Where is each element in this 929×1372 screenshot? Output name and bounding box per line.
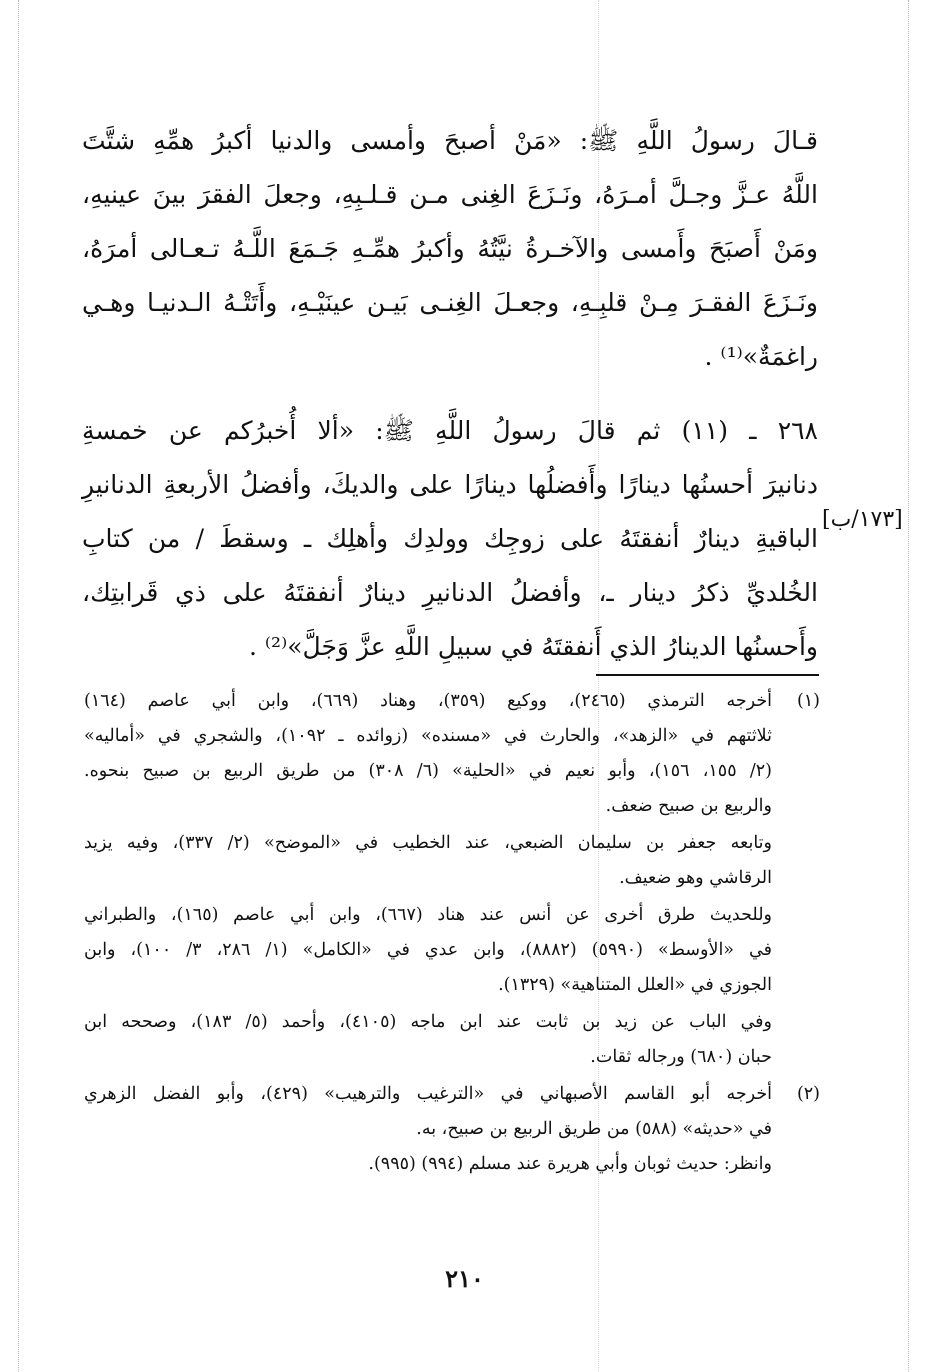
footnote-block [84,898,772,1003]
text-line: راغمَةٌ»⁽¹⁾ . [704,342,818,371]
footnote-number: (٢) [796,1084,820,1104]
hadith-paragraph-268 [82,404,818,674]
text-line: الخُلديِّ ذكرُ دينار ـ، وأفضلُ الدنانيرِ دينارٌ أنفقتَهُ على ذي قَرابتِك، [82,578,818,607]
footnote-line: (٢/ ١٥٥، ١٥٦)، وأبو نعيم في «الحلية» (٦/ ٣٠٨) من طريق الربيع بن صبيح بنحوه. [84,761,772,781]
footnote-line: حبان (٦٨٠) ورجاله ثقات. [590,1047,772,1067]
page-number: ٢١٠ [445,1264,484,1293]
footnote-line: في «حديثه» (٥٨٨) من طريق الربيع بن صبيح، به. [416,1119,772,1139]
text-line: ومَنْ أَصبَحَ وأَمسى والآخـرةُ نيَّتُهُ وأكبرُ همِّـهِ جَـمَعَ اللَّـهُ تـعـالى أمرَهُ، [82,234,818,263]
footnote-block [84,1077,772,1147]
footnote-1 [84,684,820,1075]
text-line: وأَحسنُها الدينارُ الذي أَنفقتَهُ في سبيلِ اللَّهِ عزَّ وَجَلَّ»⁽²⁾ . [249,632,818,661]
scan-edge-left [18,0,19,1372]
footnote-line: ثلاثتهم في «الزهد»، والحارث في «مسنده» (زوائده ـ ١٠٩٢)، والشجري في «أماليه» [84,726,772,746]
footnote-line: وتابعه جعفر بن سليمان الضبعي، عند الخطيب في «الموضح» (٢/ ٣٣٧)، وفيه يزيد [84,833,772,853]
footnote-block [84,684,772,824]
footnote-line: والربيع بن صبيح ضعف. [605,796,772,816]
footnotes [84,684,820,1182]
footnote-line: في «الأوسط» (٥٩٩٠) (٨٨٨٢)، وابن عدي في «الكامل» (١/ ٢٨٦، ٣/ ١٠٠)، وابن [84,940,772,960]
footnote-block [84,1005,772,1075]
footnote-line: الرقاشي وهو ضعيف. [619,868,772,888]
text-line: ٢٦٨ ـ (١١) ثم قالَ رسولُ اللَّهِ ﷺ: «ألا أُخبرُكم عن خمسةِ [82,416,818,445]
footnote-line: وفي الباب عن زيد بن ثابت عند ابن ماجه (٤١٠٥)، وأحمد (٥/ ١٨٣)، وصححه ابن [84,1012,772,1032]
footnote-line: أخرجه أبو القاسم الأصبهاني في «الترغيب والترهيب» (٤٢٩)، وأبو الفضل الزهري [84,1084,773,1104]
text-line: اللَّهُ عـزَّ وجـلَّ أمـرَهُ، ونَـزَعَ الغِنى مـن قـلـبِهِ، وجعلَ الفقرَ بينَ عينيهِ، [82,180,819,209]
manuscript-folio-reference: [١٧٣/ب] [822,507,903,532]
footnote-separator [596,674,819,676]
text-line: دنانيرَ أحسنُها دينارًا وأَفضلُها دينارًا على والديكَ، وأفضلُ الأربعةِ الدنانيرِ [82,470,818,499]
footnote-2 [84,1077,820,1182]
text-line: الباقيةِ دينارٌ أنفقتَهُ على زوجِك وولدِك وأهلِك ـ وسقطَ / من كتابِ [82,524,818,553]
text-line: قـالَ رسولُ اللَّهِ ﷺ: «مَنْ أصبحَ وأمسى والدنيا أكبرُ همِّهِ شتَّتَ [82,126,818,155]
footnote-line: وللحديث طرق أخرى عن أنس عند هناد (٦٦٧)، وابن أبي عاصم (١٦٥)، والطبراني [84,905,772,925]
footnote-block [84,826,772,896]
footnote-number: (١) [796,691,820,711]
footnote-block [84,1147,772,1182]
footnote-line: وانظر: حديث ثوبان وأبي هريرة عند مسلم (٩٩٤) (٩٩٥). [368,1154,772,1174]
text-line: ونَـزَعَ الفقـرَ مِـنْ قلبِـهِ، وجعـلَ الغِنـى بَيـن عينَيْـهِ، وأَتَتْـهُ الـدنيـا وهـي [82,288,818,317]
footnote-line: الجوزي في «العلل المتناهية» (١٣٢٩). [498,975,772,995]
scan-edge-right [908,0,909,1372]
footnote-line: أخرجه الترمذي (٢٤٦٥)، ووكيع (٣٥٩)، وهناد (٦٦٩)، وابن أبي عاصم (١٦٤) [84,691,772,711]
hadith-paragraph-1 [82,114,818,384]
